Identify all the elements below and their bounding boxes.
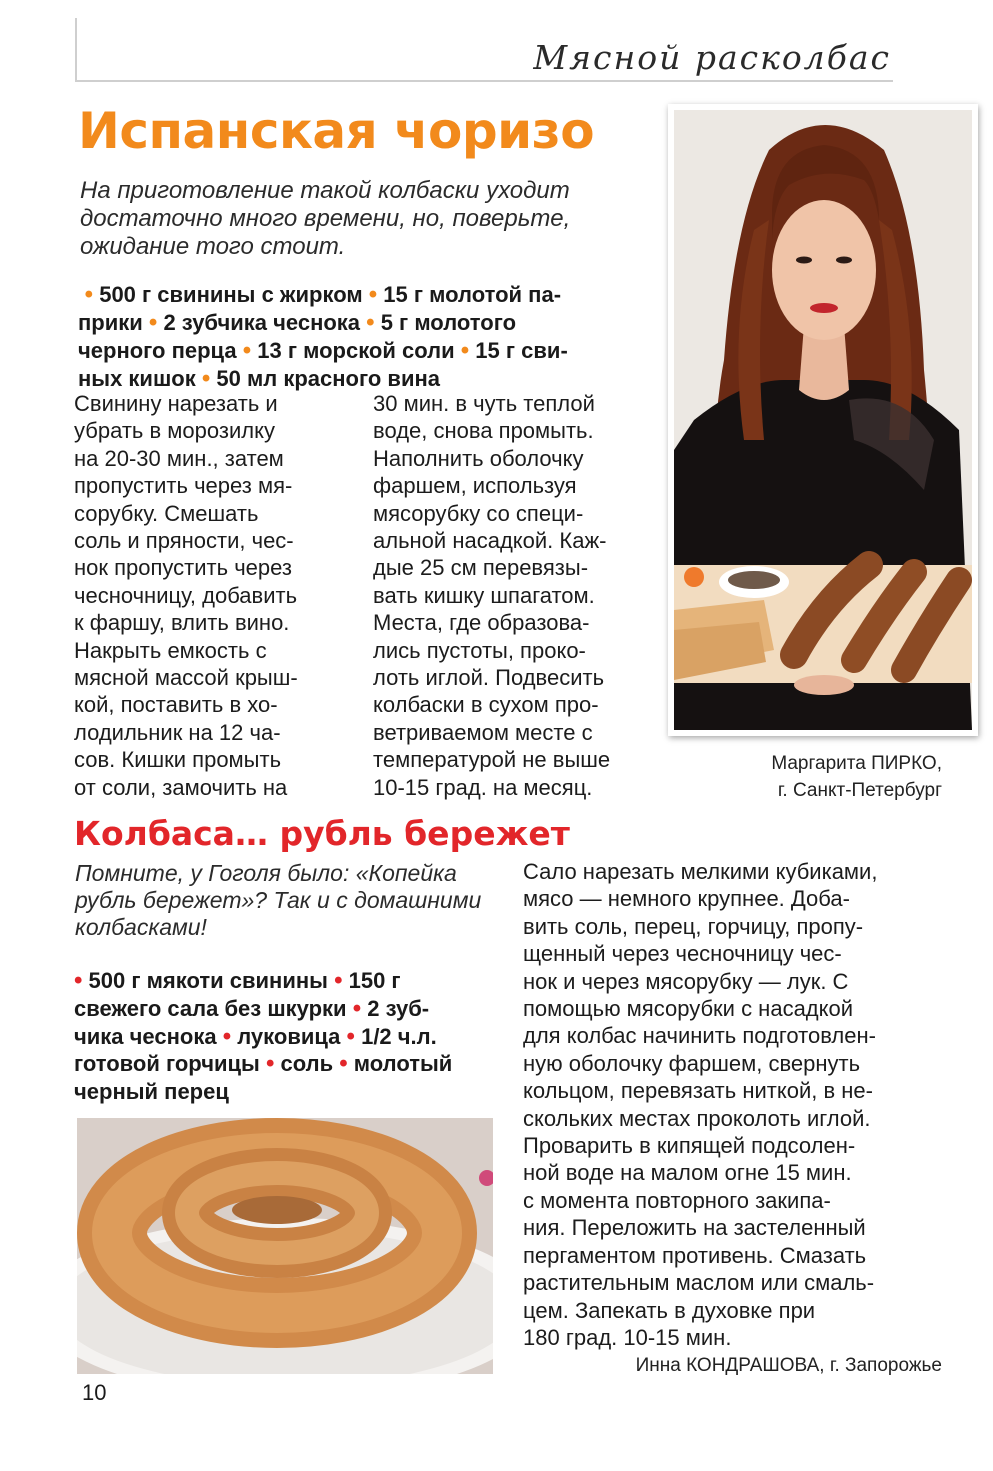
bullet-icon: • bbox=[222, 1022, 232, 1050]
ingredient: молотый bbox=[353, 1051, 453, 1077]
article1-ingredients bbox=[78, 281, 648, 393]
body-line: соль и пряности, чес- bbox=[74, 528, 294, 554]
ingredient: 1/2 ч.л. bbox=[361, 1023, 437, 1049]
body-line: дые 25 см перевязы- bbox=[373, 555, 589, 581]
bullet-icon: • bbox=[339, 1050, 348, 1078]
article1-title: Испанская чоризо bbox=[78, 102, 595, 160]
bullet-icon: • bbox=[334, 967, 343, 994]
article2-intro-line: Помните, у Гоголя было: «Копейка bbox=[75, 860, 457, 886]
ingredient: 13 г морской соли bbox=[257, 338, 455, 363]
header-horizontal-rule bbox=[75, 80, 893, 82]
body-line: Наполнить оболочку bbox=[373, 445, 584, 471]
article1-author bbox=[680, 750, 942, 804]
body-line: фаршем, используя bbox=[373, 473, 577, 499]
body-line: мясной массой крыш- bbox=[74, 665, 298, 691]
body-line: щенный через чесночницу чес- bbox=[523, 941, 842, 967]
bullet-icon: • bbox=[242, 337, 252, 364]
body-line: лись пустоты, проко- bbox=[373, 637, 586, 663]
ingredient: прики bbox=[78, 310, 143, 335]
body-line: скольких местах проколоть иглой. bbox=[523, 1105, 871, 1131]
ingredient: свежего сала без шкурки bbox=[74, 995, 347, 1021]
body-line: ной воде на малом огне 15 мин. bbox=[523, 1160, 852, 1186]
body-line: сорубку. Смешать bbox=[74, 500, 259, 526]
sausage-ring-on-plate-photo bbox=[77, 1118, 493, 1374]
body-line: для колбас начинить подготовлен- bbox=[523, 1023, 876, 1049]
ingredients-line bbox=[74, 1023, 504, 1051]
ingredients-line bbox=[78, 365, 648, 393]
photo-illustration bbox=[674, 110, 972, 730]
ingredient: чика чеснока bbox=[74, 1023, 217, 1049]
bullet-icon: • bbox=[148, 309, 158, 336]
body-line: температурой не выше bbox=[373, 747, 611, 773]
bullet-icon: • bbox=[346, 1022, 355, 1050]
bullet-icon: • bbox=[78, 281, 94, 308]
body-line: вать кишку шпагатом. bbox=[373, 582, 595, 608]
ingredients-line bbox=[74, 1078, 504, 1106]
section-header: Мясной расколбас bbox=[533, 38, 891, 77]
article2-ingredients bbox=[74, 967, 504, 1106]
ingredient: 500 г мякоти свинины bbox=[88, 968, 328, 993]
body-line: цем. Запекать в духовке при bbox=[523, 1297, 816, 1323]
body-line: ную оболочку фаршем, свернуть bbox=[523, 1050, 861, 1076]
body-line: Свинину нарезать и bbox=[74, 391, 278, 416]
body-line: Места, где образова- bbox=[373, 610, 590, 636]
article1-body-left bbox=[74, 390, 344, 801]
body-line: от соли, замочить на bbox=[74, 774, 288, 800]
body-line: 30 мин. в чуть теплой bbox=[373, 391, 595, 416]
body-line: кольцом, перевязать ниткой, в не- bbox=[523, 1078, 873, 1104]
ingredient: 150 г bbox=[348, 968, 401, 993]
ingredient: 15 г молотой па- bbox=[383, 282, 562, 307]
article1-intro bbox=[80, 177, 620, 261]
article2-body bbox=[523, 858, 953, 1351]
ingredient: 500 г свинины с жирком bbox=[99, 282, 363, 307]
body-line: убрать в морозилку bbox=[74, 418, 275, 444]
ingredient: 50 мл красного вина bbox=[216, 366, 440, 391]
author-name: Маргарита ПИРКО, bbox=[771, 753, 942, 774]
page-number: 10 bbox=[82, 1380, 107, 1405]
body-line: к фаршу, влить вино. bbox=[74, 610, 290, 636]
ingredient: 15 г сви- bbox=[475, 338, 568, 363]
body-line: с момента повторного закипа- bbox=[523, 1187, 831, 1213]
body-line: чесночницу, добавить bbox=[74, 582, 298, 608]
bullet-icon: • bbox=[265, 1050, 275, 1078]
body-line: нок пропустить через bbox=[74, 555, 292, 581]
body-line: лодильник на 12 ча- bbox=[74, 719, 281, 745]
bullet-icon: • bbox=[74, 967, 83, 994]
ingredient: 5 г молотого bbox=[380, 310, 517, 335]
article2-author: Инна КОНДРАШОВА, г. Запорожье bbox=[635, 1355, 942, 1376]
ingredient: соль bbox=[280, 1051, 334, 1077]
ingredients-line bbox=[78, 337, 648, 365]
body-line: воде, снова промыть. bbox=[373, 418, 594, 444]
woman-holding-chorizo-photo bbox=[668, 104, 978, 736]
article1-intro-line: достаточно много времени, но, поверьте, bbox=[80, 205, 571, 232]
article2-intro-line: колбасками! bbox=[75, 914, 207, 940]
photo-illustration bbox=[77, 1118, 493, 1374]
body-line: Накрыть емкость с bbox=[74, 637, 267, 663]
bullet-icon: • bbox=[366, 309, 375, 336]
ingredient: луковица bbox=[237, 1023, 341, 1049]
article1-intro-line: На приготовление такой колбаски уходит bbox=[80, 177, 570, 204]
body-line: растительным маслом или смаль- bbox=[523, 1270, 875, 1296]
bullet-icon: • bbox=[368, 281, 378, 308]
ingredient: ных кишок bbox=[78, 366, 196, 391]
body-line: мясорубку со специ- bbox=[373, 500, 584, 526]
header-vertical-rule bbox=[75, 18, 77, 82]
bullet-icon: • bbox=[201, 365, 211, 392]
body-line: пергаментом противень. Смазать bbox=[523, 1242, 867, 1268]
body-line: помощью мясорубки с насадкой bbox=[523, 996, 854, 1022]
body-line: лоть иглой. Подвесить bbox=[373, 665, 605, 691]
article2-intro-line: рубль бережет»? Так и с домашними bbox=[75, 887, 482, 913]
body-line: 10-15 град. на месяц. bbox=[373, 774, 593, 800]
body-line: мясо — немного крупнее. Доба- bbox=[523, 886, 850, 912]
ingredient: черного перца bbox=[78, 338, 237, 363]
body-line: альной насадкой. Каж- bbox=[373, 528, 607, 554]
body-line: Проварить в кипящей подсолен- bbox=[523, 1133, 856, 1159]
body-line: пропустить через мя- bbox=[74, 473, 293, 499]
ingredient: 2 зуб- bbox=[367, 995, 430, 1021]
ingredients-line bbox=[74, 995, 504, 1023]
bullet-icon: • bbox=[352, 994, 362, 1022]
ingredient: готовой горчицы bbox=[74, 1051, 260, 1077]
ingredient: черный перец bbox=[74, 1079, 229, 1105]
body-line: вить соль, перец, горчицу, пропу- bbox=[523, 913, 864, 939]
article1-intro-line: ожидание того стоит. bbox=[80, 233, 346, 260]
body-line: колбаски в сухом про- bbox=[373, 692, 599, 718]
body-line: на 20-30 мин., затем bbox=[74, 445, 284, 471]
article1-body-right bbox=[373, 390, 653, 801]
body-line: нок и через мясорубку — лук. С bbox=[523, 968, 849, 994]
ingredient: 2 зубчика чеснока bbox=[163, 310, 361, 335]
body-line: 180 град. 10-15 мин. bbox=[523, 1324, 732, 1350]
author-city: г. Санкт-Петербург bbox=[777, 780, 942, 801]
body-line: ветриваемом месте с bbox=[373, 719, 593, 745]
ingredients-line bbox=[78, 281, 648, 309]
ingredients-line bbox=[78, 309, 648, 337]
article2-intro bbox=[75, 860, 505, 941]
article2-title: Колбаса… рубль бережет bbox=[74, 814, 570, 853]
ingredients-line bbox=[74, 967, 504, 995]
body-line: Сало нарезать мелкими кубиками, bbox=[523, 859, 878, 884]
bullet-icon: • bbox=[460, 337, 470, 364]
body-line: ния. Переложить на застеленный bbox=[523, 1215, 866, 1241]
body-line: сов. Кишки промыть bbox=[74, 747, 282, 773]
body-line: кой, поставить в хо- bbox=[74, 692, 278, 718]
ingredients-line bbox=[74, 1050, 504, 1078]
